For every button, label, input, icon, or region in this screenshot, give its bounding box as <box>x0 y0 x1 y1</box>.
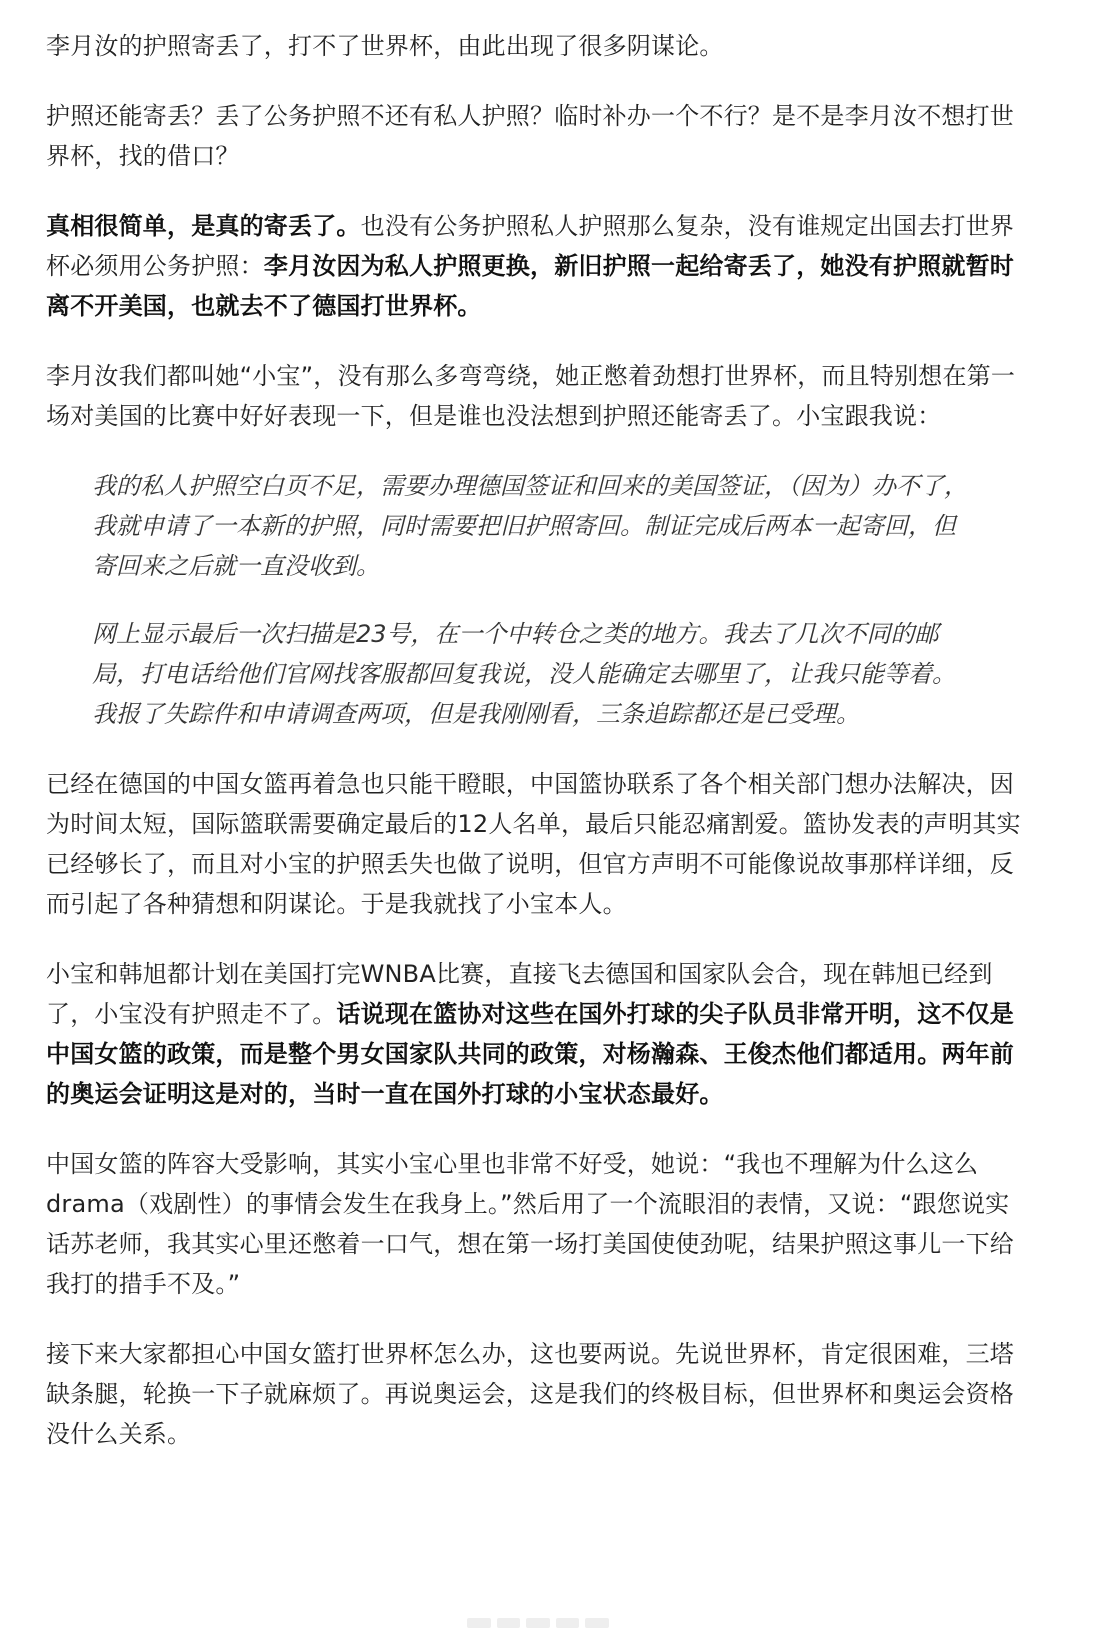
paragraph-4 <box>46 356 1021 436</box>
paragraph-5 <box>46 764 1021 924</box>
paragraph-8 <box>46 1334 1021 1454</box>
paragraph-2 <box>46 96 1021 176</box>
quote-paragraph-2: 网上显示最后一次扫描是23号，在一个中转仓之类的地方。我去了几次不同的邮局，打电话给他们官网找客服都回复我说，没人能确定去哪里了，让我只能等着。我报了失踪件和申请调查两项，但是我刚刚看，三条追踪都还是已受理。 <box>92 620 956 728</box>
paragraph-3 <box>46 206 1021 326</box>
watermark-block <box>497 1618 521 1628</box>
text-segment: 小宝和韩旭都计划在美国打完WNBA比赛，直接飞去德国和国家队会合，现在韩旭已经到了，小宝没有护照走不了。 <box>46 960 993 1028</box>
paragraph-1 <box>46 26 1021 66</box>
watermark-block <box>467 1618 491 1628</box>
watermark-block <box>585 1618 609 1628</box>
article-body <box>46 26 1021 1484</box>
watermark-block <box>556 1618 580 1628</box>
watermark-block <box>526 1618 550 1628</box>
text-segment: 李月汝的护照寄丢了，打不了世界杯，由此出现了很多阴谋论。 <box>46 32 724 60</box>
text-segment: 也没有公务护照私人护照那么复杂，没有谁规定出国去打世界杯必须用公务护照： <box>46 212 1015 280</box>
paragraph-7 <box>46 1144 1021 1304</box>
text-segment: 接下来大家都担心中国女篮打世界杯怎么办，这也要两说。先说世界杯，肯定很困难，三塔缺条腿，轮换一下子就麻烦了。再说奥运会，这是我们的终极目标，但世界杯和奥运会资格没什么关系。 <box>46 1340 1014 1448</box>
text-segment: 已经在德国的中国女篮再着急也只能干瞪眼，中国篮协联系了各个相关部门想办法解决，因为时间太短，国际篮联需要确定最后的12人名单，最后只能忍痛割爱。篮协发表的声明其实已经够长了，而且对小宝的护照丢失也做了说明，但官方声明不可能像说故事那样详细，反而引起了各种猜想和阴谋论。于是我就找了小宝本人。 <box>46 770 1021 918</box>
bold-text-segment: 真相很简单，是真的寄丢了。 <box>46 212 361 240</box>
text-segment: 李月汝我们都叫她“小宝”，没有那么多弯弯绕，她正憋着劲想打世界杯，而且特别想在第一场对美国的比赛中好好表现一下，但是谁也没法想到护照还能寄丢了。小宝跟我说： <box>46 362 1016 430</box>
text-segment: 中国女篮的阵容大受影响，其实小宝心里也非常不好受，她说：“我也不理解为什么这么drama（戏剧性）的事情会发生在我身上。”然后用了一个流眼泪的表情，又说：“跟您说实话苏老师，我其实心里还憋着一口气，想在第一场打美国使使劲呢，结果护照这事儿一下给我打的措手不及。” <box>46 1150 1014 1298</box>
bold-text-segment: 话说现在篮协对这些在国外打球的尖子队员非常开明，这不仅是中国女篮的政策，而是整个男女国家队共同的政策，对杨瀚森、王俊杰他们都适用。两年前的奥运会证明这是对的，当时一直在国外打球的小宝状态最好。 <box>46 1000 1015 1108</box>
blockquote <box>92 466 976 734</box>
watermark <box>467 1618 609 1628</box>
text-segment: 护照还能寄丢？丢了公务护照不还有私人护照？临时补办一个不行？是不是李月汝不想打世界杯，找的借口？ <box>46 102 1014 170</box>
paragraph-6 <box>46 954 1021 1114</box>
quote-paragraph-1: 我的私人护照空白页不足，需要办理德国签证和回来的美国签证，（因为）办不了，我就申请了一本新的护照，同时需要把旧护照寄回。制证完成后两本一起寄回，但寄回来之后就一直没收到。 <box>92 472 968 580</box>
bold-text-segment: 李月汝因为私人护照更换，新旧护照一起给寄丢了，她没有护照就暂时离不开美国，也就去不了德国打世界杯。 <box>46 252 1015 320</box>
